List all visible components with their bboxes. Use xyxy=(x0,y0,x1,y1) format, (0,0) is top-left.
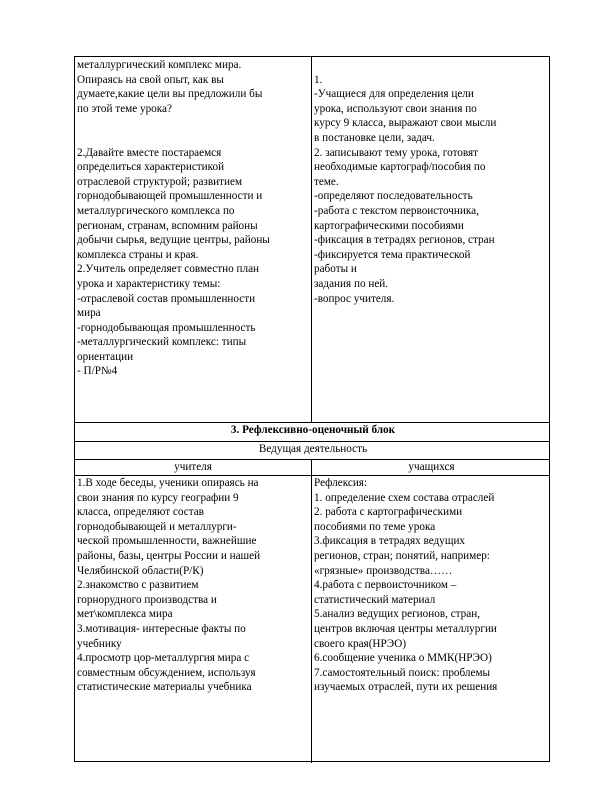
text-line: 3.мотивация- интересные факты по xyxy=(77,622,246,635)
text-line: горнодобывающей и металлурги- xyxy=(77,520,237,533)
text-line: 2. записывают тему урока, готовят xyxy=(314,146,479,159)
text-line: курсу 9 класса, выражают свои мысли xyxy=(314,117,497,130)
text-line: мет\комплекса мира xyxy=(77,608,173,621)
text-line: необходимые картограф/пособия по xyxy=(314,161,486,174)
text-line: задания по ней. xyxy=(314,277,389,290)
text-line: статистические матеpиалы учебника xyxy=(77,681,252,694)
text-line: регионам, странам, вспомним районы xyxy=(77,219,258,232)
text-line: -Учащиеся для определения цели xyxy=(314,88,474,101)
text-line: -фиксируется тема практической xyxy=(314,248,471,261)
text-line: горнорудного производства и xyxy=(77,593,217,606)
text-line: работы и xyxy=(314,263,357,276)
text-line: -металлургический комплекс: типы xyxy=(77,336,247,349)
text-line: учебнику xyxy=(77,637,122,650)
student-activity-bottom xyxy=(314,476,549,762)
block-title: 3. Рефлексивно-оценочный блок xyxy=(230,424,396,436)
text-line: -отраслевой состав промышленности xyxy=(77,292,256,305)
text-line: картографическими пособиями xyxy=(314,219,464,232)
text-line: добычи сырья, ведущие центры, районы xyxy=(77,234,270,247)
text-line: 4.работа с первоисточником – xyxy=(314,579,457,592)
activity-title: Ведущая деятельность xyxy=(258,443,368,455)
text-line: 6.сообщение ученика о ММК(НРЭО) xyxy=(314,652,492,665)
text-line: 2.Учитель определяет совместно план xyxy=(77,263,260,276)
text-line: совместным обсуждением, используя xyxy=(77,666,256,679)
text-line: 3.фиксация в тетрадях ведущих xyxy=(314,535,466,548)
text-line: урока, используют свои знания по xyxy=(314,102,477,115)
text-line: своего края(НРЭО) xyxy=(314,637,407,650)
text-line: отраслевой структурой; развитием xyxy=(77,175,243,188)
text-line: по этой теме урока? xyxy=(77,102,172,115)
text-line: Опираясь на свой опыт, как вы xyxy=(77,73,224,86)
text-line: комплекса страны и края. xyxy=(77,248,199,261)
text-line: -определяют последовательность xyxy=(314,190,473,203)
text-line: 4.просмотр цор-металлургия мира с xyxy=(77,652,250,665)
text-line: 1. определение схем состава отраслей xyxy=(314,491,495,504)
text-line: 7.самостоятельный поиск: проблемы xyxy=(314,666,491,679)
text-line: мира xyxy=(77,307,101,320)
text-line: урока и характеристику темы: xyxy=(77,277,221,290)
text-line: Челябинской области(Р/К) xyxy=(77,564,204,577)
text-line: пособиями по теме урока xyxy=(314,520,436,533)
text-line: ориентации xyxy=(77,350,134,363)
teacher-activity-top xyxy=(77,58,309,420)
text-line: 2.Давайте вместе постараемся xyxy=(77,146,222,159)
text-line: «грязные» производства…… xyxy=(314,564,453,577)
lesson-plan-table xyxy=(74,56,550,762)
text-line: определиться характеристикой xyxy=(77,161,225,174)
text-line: 5.анализ ведущих регионов, стран, xyxy=(314,608,481,621)
column-divider-top xyxy=(311,57,312,422)
text-line xyxy=(77,116,309,131)
text-line: класса, определяют состав xyxy=(77,506,204,519)
text-line: - П/Р№4 xyxy=(77,365,118,378)
column-divider-bottom xyxy=(311,459,312,763)
text-line: изучаемых отраслей, пути их решения xyxy=(314,681,498,694)
text-line: центров включая центры металлургии xyxy=(314,622,497,635)
text-line: металлургического комплекса по xyxy=(77,204,235,217)
text-line: 1. xyxy=(314,73,323,86)
column-header-teacher: учителя xyxy=(174,461,212,473)
text-line: думаете,какие цели вы предложили бы xyxy=(77,88,263,101)
text-line: регионов, стран; понятий, например: xyxy=(314,549,490,562)
student-activity-top xyxy=(314,58,549,420)
text-line: 2. работа с картографическими xyxy=(314,506,463,519)
text-line: свои знания по курсу географии 9 xyxy=(77,491,239,504)
text-line: -вопрос учителя. xyxy=(314,292,395,305)
text-line: ческой промышленности, важнейшие xyxy=(77,535,257,548)
text-line: районы, базы, центры России и нашей xyxy=(77,549,261,562)
teacher-activity-bottom xyxy=(77,476,309,762)
text-line: 2.знакомство с развитием xyxy=(77,579,199,592)
text-line: статистический материал xyxy=(314,593,436,606)
text-line: -горнодобывающая промышленность xyxy=(77,321,256,334)
text-line: 1.В ходе беседы, ученики опираясь на xyxy=(77,477,259,489)
column-header-students: учащихся xyxy=(408,461,455,473)
text-line: в постановке цели, задач. xyxy=(314,131,435,144)
text-line: теме. xyxy=(314,175,339,188)
text-line: горнодобывающей промышленности и xyxy=(77,190,263,203)
text-line xyxy=(77,131,309,146)
text-line: -работа с текстом первоисточника, xyxy=(314,204,479,217)
text-line: Рефлексия: xyxy=(314,477,368,489)
text-line: -фиксация в тетрадях регионов, стран xyxy=(314,234,495,247)
text-line xyxy=(314,58,549,73)
text-line: металлургический комплекс мира. xyxy=(77,59,242,71)
